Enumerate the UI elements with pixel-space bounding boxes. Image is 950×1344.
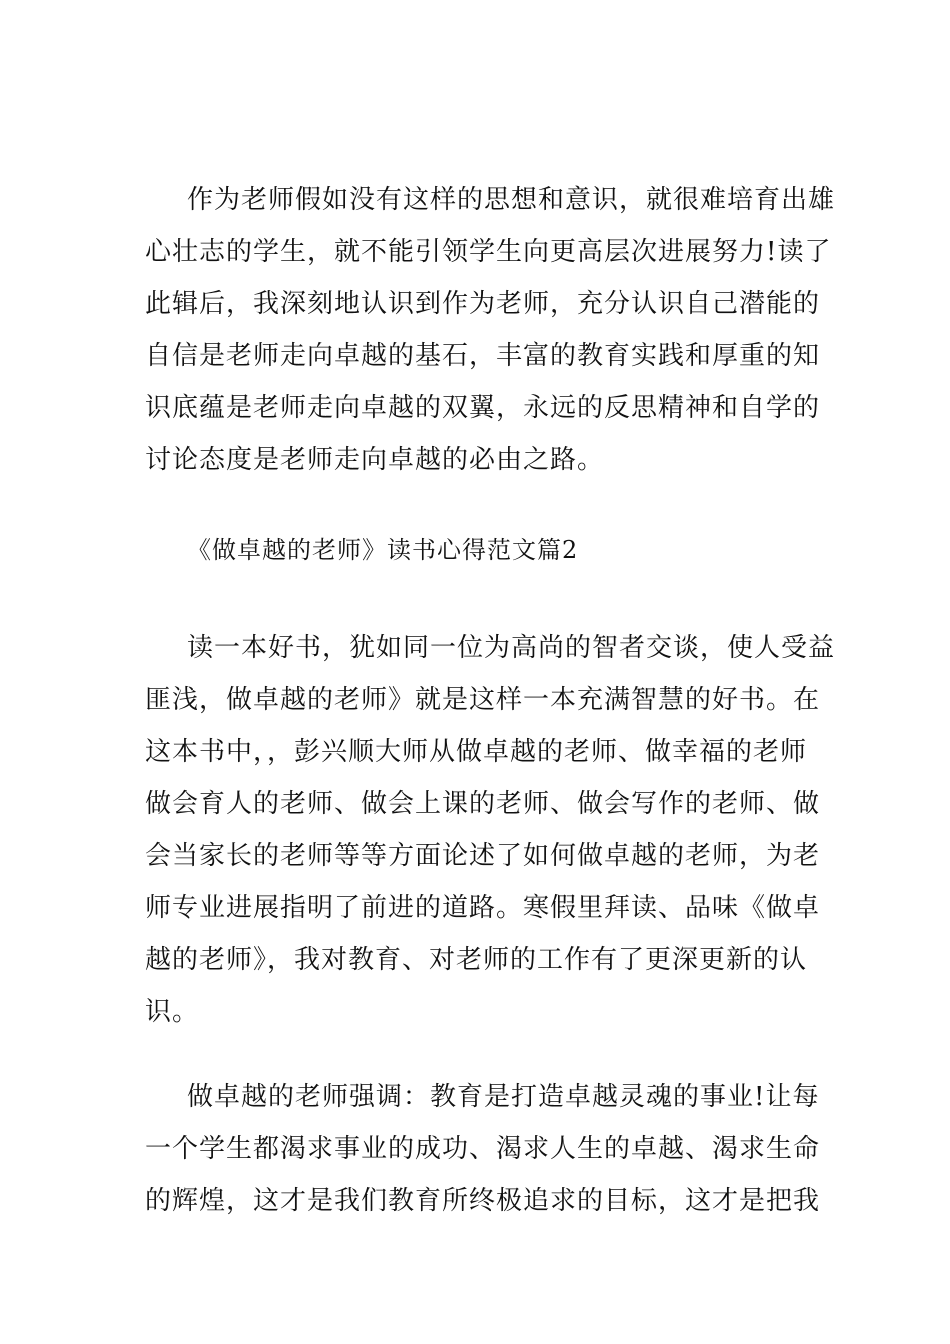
paragraph-2-line: 读一本好书，犹如同一位为高尚的智者交谈，使人受益 — [187, 633, 836, 663]
paragraph-1-line: 作为老师假如没有这样的思想和意识，就很难培育出雄 — [187, 185, 836, 215]
paragraph-3-line: 的辉煌，这才是我们教育所终极追求的目标，这才是把我 — [145, 1186, 821, 1216]
paragraph-2-line: 匪浅，做卓越的老师》就是这样一本充满智慧的好书。在 — [145, 685, 821, 715]
paragraph-3 — [145, 1071, 821, 1227]
section-heading: 《做卓越的老师》读书心得范文篇2 — [187, 536, 579, 564]
paragraph-1-line: 此辑后，我深刻地认识到作为老师，充分认识自己潜能的 — [145, 289, 821, 319]
paragraph-1 — [145, 174, 836, 486]
paragraph-2-line: 会当家长的老师等等方面论述了如何做卓越的老师，为老 — [145, 841, 821, 871]
paragraph-2 — [145, 622, 836, 1038]
paragraph-1-line: 讨论态度是老师走向卓越的必由之路。 — [145, 445, 605, 475]
paragraph-2-line: 越的老师》，我对教育、对老师的工作有了更深更新的认 — [145, 945, 808, 975]
paragraph-1-line: 识底蕴是老师走向卓越的双翼，永远的反思精神和自学的 — [145, 393, 821, 423]
paragraph-2-line: 识。 — [145, 997, 200, 1027]
paragraph-3-line: 做卓越的老师强调：教育是打造卓越灵魂的事业!让每 — [187, 1082, 820, 1112]
paragraph-1-line: 心壮志的学生，就不能引领学生向更高层次进展努力!读了 — [145, 237, 832, 267]
paragraph-2-line: 做会育人的老师、做会上课的老师、做会写作的老师、做 — [145, 789, 821, 819]
paragraph-2-line: 师专业进展指明了前进的道路。寒假里拜读、品味《做卓 — [145, 893, 821, 923]
paragraph-2-line: 这本书中，，彭兴顺大师从做卓越的老师、做幸福的老师 — [145, 737, 808, 767]
paragraph-1-line: 自信是老师走向卓越的基石，丰富的教育实践和厚重的知 — [145, 341, 821, 371]
paragraph-3-line: 一个学生都渴求事业的成功、渴求人生的卓越、渴求生命 — [145, 1134, 821, 1164]
